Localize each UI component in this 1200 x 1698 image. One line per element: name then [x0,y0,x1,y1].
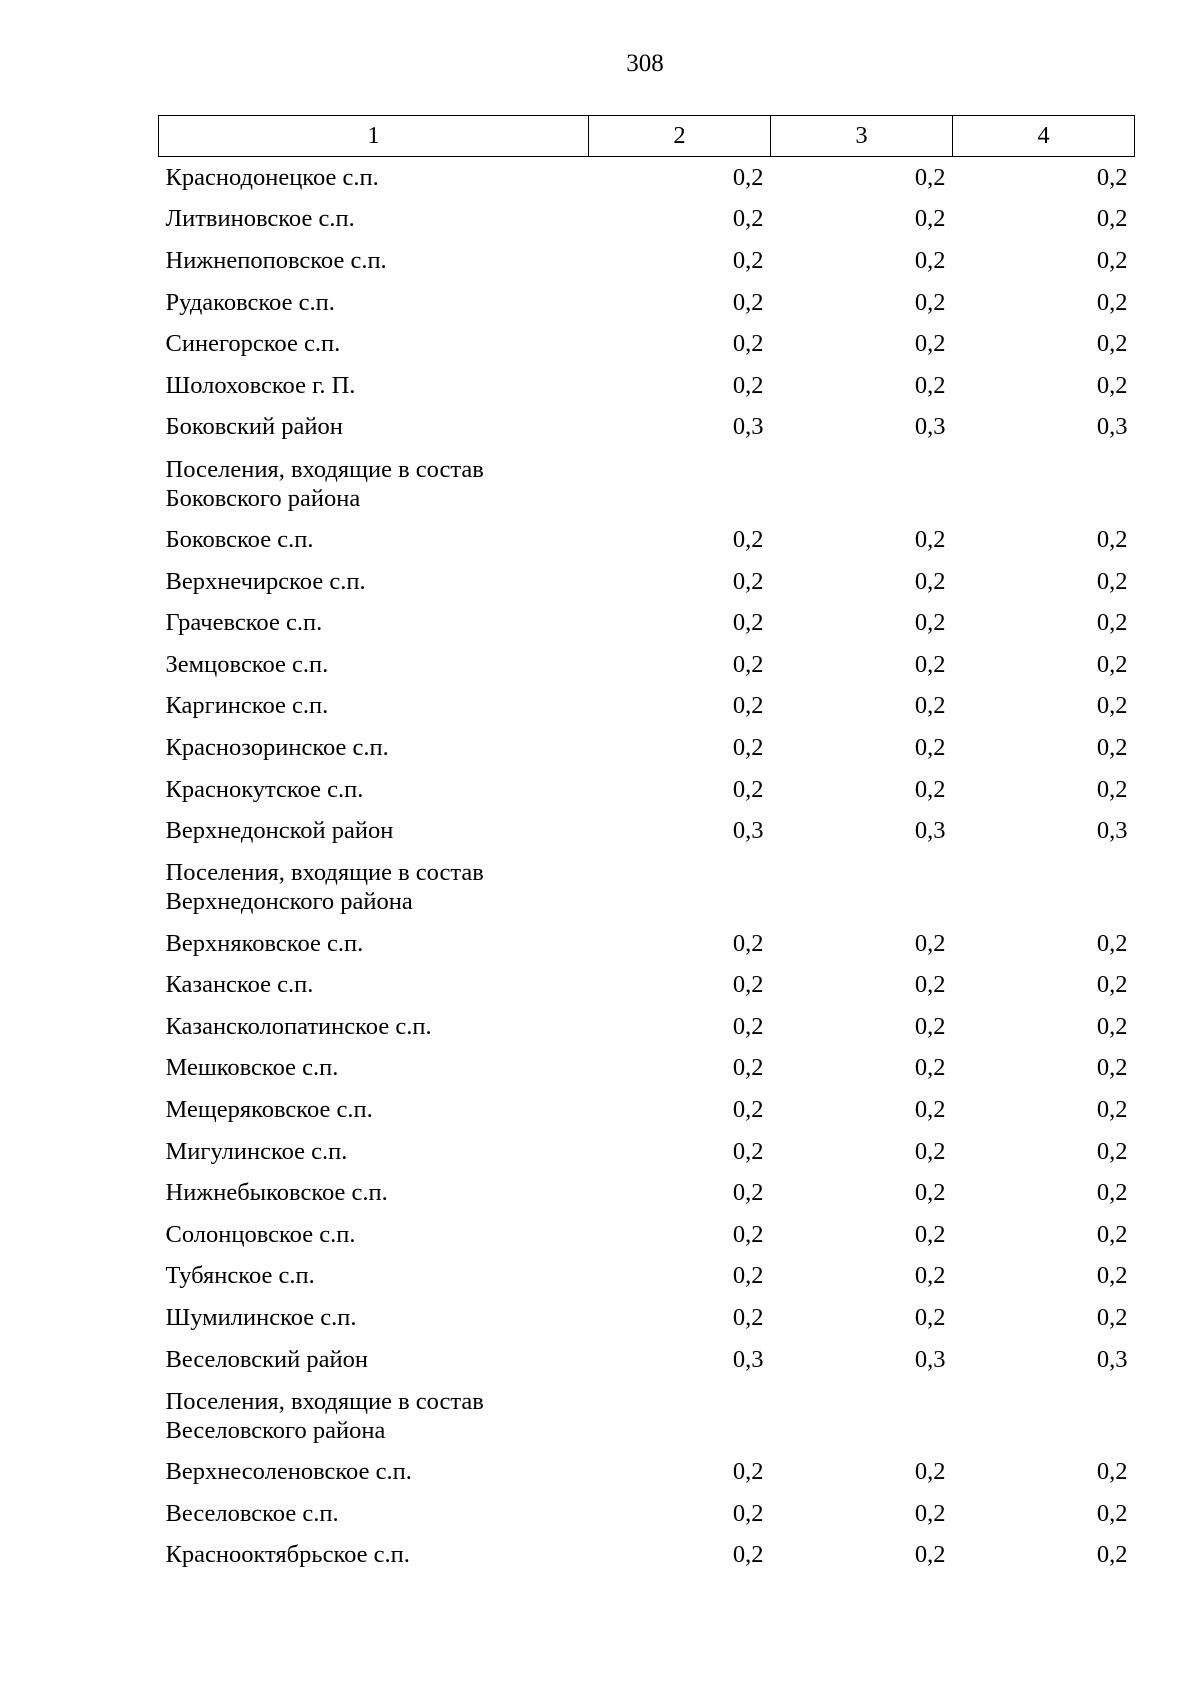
settlement-name-cell: Нижнепоповское с.п. [165,246,387,274]
data-table [158,115,1135,1576]
value-cell-col-3 [771,852,953,923]
settlement-name-cell: Верхняковское с.п. [165,929,364,957]
value-cell-col-3: 0,2 [914,1541,946,1569]
value-cell-col-3: 0,2 [914,775,946,803]
value-cell-col-4: 0,3 [1096,817,1128,845]
value-cell-col-3: 0,2 [914,1304,946,1332]
value-cell-col-4: 0,2 [1096,1458,1128,1486]
value-cell-col-2 [589,852,771,923]
settlement-name-cell: Казансколопатинское с.п. [165,1012,432,1040]
value-cell-col-2: 0,2 [732,163,764,191]
table-row [159,965,1135,1007]
value-cell-col-2: 0,2 [732,1012,764,1040]
settlement-name-cell: Веселовский район [165,1345,368,1373]
table-row [159,1493,1135,1535]
value-cell-col-3 [771,448,953,519]
table-group-row [159,448,1135,519]
table-row [159,157,1135,199]
table-row [159,1451,1135,1493]
table-row [159,602,1135,644]
table-header [159,116,1135,157]
table-row [159,323,1135,365]
settlement-name-cell: Каргинское с.п. [165,692,329,720]
settlement-name-cell: Мешковское с.п. [165,1054,339,1082]
value-cell-col-4: 0,2 [1096,1137,1128,1165]
value-cell-col-2 [589,448,771,519]
settlement-name-cell: Грачевское с.п. [165,609,323,637]
settlement-name-cell: Нижнебыковское с.п. [165,1179,388,1207]
table-row [159,923,1135,965]
value-cell-col-3: 0,2 [914,1137,946,1165]
settlement-name-cell: Боковское с.п. [165,525,314,553]
value-cell-col-3: 0,2 [914,371,946,399]
table-row [159,407,1135,449]
value-cell-col-4: 0,2 [1096,205,1128,233]
value-cell-col-3: 0,2 [914,205,946,233]
table-row [159,1131,1135,1173]
value-cell-col-4: 0,3 [1096,1345,1128,1373]
table-group-row [159,852,1135,923]
value-cell-col-3: 0,2 [914,567,946,595]
table-row [159,1214,1135,1256]
table-row [159,1297,1135,1339]
value-cell-col-4: 0,3 [1096,413,1128,441]
column-header-3: 3 [771,116,953,157]
value-cell-col-4: 0,2 [1096,775,1128,803]
value-cell-col-4: 0,2 [1096,1304,1128,1332]
value-cell-col-4: 0,2 [1096,1096,1128,1124]
value-cell-col-3: 0,2 [914,733,946,761]
value-cell-col-3: 0,3 [914,1345,946,1373]
value-cell-col-4: 0,2 [1096,567,1128,595]
value-cell-col-2 [589,1380,771,1451]
value-cell-col-4 [953,1380,1135,1451]
value-cell-col-4: 0,2 [1096,1541,1128,1569]
settlement-name-cell: Мещеряковское с.п. [165,1096,373,1124]
value-cell-col-3: 0,2 [914,1012,946,1040]
value-cell-col-3: 0,2 [914,1262,946,1290]
value-cell-col-3: 0,3 [914,413,946,441]
value-cell-col-3: 0,2 [914,971,946,999]
settlement-name-cell: Тубянское с.п. [165,1262,315,1290]
settlement-name-cell: Краснозоринское с.п. [165,733,389,761]
table-row [159,365,1135,407]
value-cell-col-3: 0,2 [914,1054,946,1082]
value-cell-col-2: 0,2 [732,971,764,999]
value-cell-col-2: 0,2 [732,1179,764,1207]
table-row [159,282,1135,324]
value-cell-col-4: 0,2 [1096,246,1128,274]
value-cell-col-2: 0,2 [732,567,764,595]
value-cell-col-3: 0,2 [914,650,946,678]
value-cell-col-4: 0,2 [1096,929,1128,957]
value-cell-col-4: 0,2 [1096,733,1128,761]
page-number: 308 [626,50,664,77]
value-cell-col-3: 0,2 [914,1220,946,1248]
settlement-name-cell: Верхнечирское с.п. [165,567,366,595]
settlement-name-cell: Шумилинское с.п. [165,1304,357,1332]
column-header-4: 4 [953,116,1135,157]
value-cell-col-2: 0,2 [732,1137,764,1165]
value-cell-col-2: 0,2 [732,929,764,957]
settlement-name-cell: Краснокутское с.п. [165,775,364,803]
value-cell-col-2: 0,3 [732,1345,764,1373]
value-cell-col-2: 0,2 [732,1220,764,1248]
column-header-1: 1 [159,116,589,157]
value-cell-col-3: 0,2 [914,609,946,637]
value-cell-col-3: 0,2 [914,525,946,553]
settlement-name-cell: Поселения, входящие в состав Веселовского района [165,1387,484,1444]
settlement-name-cell: Краснооктябрьское с.п. [165,1541,410,1569]
table-row [159,686,1135,728]
table-row [159,727,1135,769]
table-row [159,1006,1135,1048]
table-body [159,157,1135,1577]
value-cell-col-4: 0,2 [1096,371,1128,399]
value-cell-col-2: 0,2 [732,1262,764,1290]
table-header-row [159,116,1135,157]
value-cell-col-3: 0,3 [914,817,946,845]
value-cell-col-4: 0,2 [1096,1179,1128,1207]
column-header-2: 2 [589,116,771,157]
table-group-row [159,1380,1135,1451]
value-cell-col-2: 0,2 [732,1541,764,1569]
value-cell-col-3 [771,1380,953,1451]
settlement-name-cell: Краснодонецкое с.п. [165,163,379,191]
value-cell-col-2: 0,2 [732,609,764,637]
settlement-name-cell: Синегорское с.п. [165,330,341,358]
value-cell-col-2: 0,2 [732,330,764,358]
settlement-name-cell: Шолоховское г. П. [165,371,356,399]
table-row [159,1256,1135,1298]
value-cell-col-2: 0,2 [732,775,764,803]
value-cell-col-3: 0,2 [914,1499,946,1527]
table-row [159,240,1135,282]
value-cell-col-4: 0,2 [1096,163,1128,191]
settlement-name-cell: Верхнесоленовское с.п. [165,1458,412,1486]
settlement-name-cell: Веселовское с.п. [165,1499,339,1527]
settlement-name-cell: Казанское с.п. [165,971,314,999]
value-cell-col-4: 0,2 [1096,288,1128,316]
value-cell-col-4: 0,2 [1096,1220,1128,1248]
value-cell-col-3: 0,2 [914,929,946,957]
value-cell-col-2: 0,3 [732,817,764,845]
value-cell-col-4: 0,2 [1096,1262,1128,1290]
value-cell-col-3: 0,2 [914,1096,946,1124]
value-cell-col-4 [953,852,1135,923]
value-cell-col-2: 0,2 [732,1096,764,1124]
value-cell-col-2: 0,2 [732,1054,764,1082]
value-cell-col-4 [953,448,1135,519]
table-row [159,561,1135,603]
value-cell-col-4: 0,2 [1096,1054,1128,1082]
value-cell-col-2: 0,2 [732,1499,764,1527]
settlement-name-cell: Верхнедонской район [165,817,394,845]
settlement-name-cell: Поселения, входящие в состав Боковского района [165,455,484,512]
table-row [159,199,1135,241]
value-cell-col-4: 0,2 [1096,1012,1128,1040]
value-cell-col-2: 0,2 [732,246,764,274]
value-cell-col-4: 0,2 [1096,609,1128,637]
table-row [159,1048,1135,1090]
value-cell-col-2: 0,2 [732,733,764,761]
data-table-container [158,115,1134,1576]
value-cell-col-3: 0,2 [914,1179,946,1207]
table-row [159,1339,1135,1381]
value-cell-col-3: 0,2 [914,163,946,191]
settlement-name-cell: Земцовское с.п. [165,650,329,678]
settlement-name-cell: Литвиновское с.п. [165,205,355,233]
settlement-name-cell: Поселения, входящие в состав Верхнедонского района [165,859,484,916]
value-cell-col-4: 0,2 [1096,692,1128,720]
value-cell-col-4: 0,2 [1096,330,1128,358]
settlement-name-cell: Солонцовское с.п. [165,1220,356,1248]
settlement-name-cell: Боковский район [165,413,343,441]
table-row [159,769,1135,811]
value-cell-col-3: 0,2 [914,288,946,316]
value-cell-col-3: 0,2 [914,246,946,274]
value-cell-col-3: 0,2 [914,1458,946,1486]
value-cell-col-2: 0,2 [732,1304,764,1332]
value-cell-col-2: 0,2 [732,650,764,678]
settlement-name-cell: Мигулинское с.п. [165,1137,348,1165]
value-cell-col-2: 0,2 [732,371,764,399]
table-row [159,1535,1135,1577]
value-cell-col-2: 0,2 [732,1458,764,1486]
value-cell-col-2: 0,2 [732,205,764,233]
value-cell-col-2: 0,2 [732,525,764,553]
table-row [159,644,1135,686]
table-row [159,1089,1135,1131]
value-cell-col-4: 0,2 [1096,1499,1128,1527]
value-cell-col-4: 0,2 [1096,525,1128,553]
table-row [159,1172,1135,1214]
settlement-name-cell: Рудаковское с.п. [165,288,335,316]
value-cell-col-2: 0,2 [732,288,764,316]
value-cell-col-4: 0,2 [1096,650,1128,678]
value-cell-col-2: 0,2 [732,692,764,720]
value-cell-col-4: 0,2 [1096,971,1128,999]
table-row [159,519,1135,561]
value-cell-col-2: 0,3 [732,413,764,441]
value-cell-col-3: 0,2 [914,692,946,720]
value-cell-col-3: 0,2 [914,330,946,358]
table-row [159,810,1135,852]
